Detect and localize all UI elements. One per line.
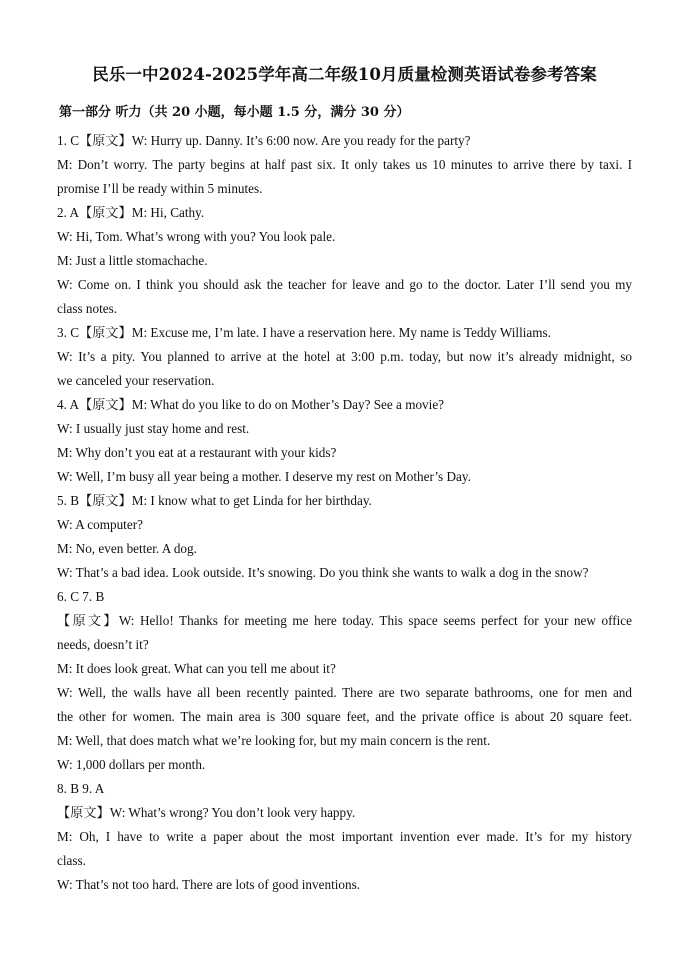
transcript-line: W: Well, I’m busy all year being a mother. I deserve my rest on Mother’s Day.: [57, 469, 471, 484]
transcript-line: class.: [57, 853, 86, 868]
transcript-line: M: Oh, I have to write a paper about the most important invention ever made. It’s for my history: [57, 829, 632, 844]
transcript-line: W: Come on. I think you should ask the teacher for leave and go to the doctor. Later I’ll send you my: [57, 277, 632, 292]
transcript-line: 5. B【原文】M: I know what to get Linda for her birthday.: [57, 493, 372, 508]
transcript-line: W: Hi, Tom. What’s wrong with you? You look pale.: [57, 229, 336, 244]
transcript-line: M: Don’t worry. The party begins at half past six. It only takes us 10 minutes to arrive there by taxi. I: [57, 157, 632, 172]
transcript-line: 6. C 7. B: [57, 589, 105, 604]
transcript-line: M: Just a little stomachache.: [57, 253, 208, 268]
transcript-line: needs, doesn’t it?: [57, 637, 149, 652]
transcript-line: W: That’s not too hard. There are lots of good inventions.: [57, 877, 361, 892]
transcript-line: W: Well, the walls have all been recently painted. There are two separate bathrooms, one for men and: [57, 685, 632, 700]
transcript-line: M: It does look great. What can you tell me about it?: [57, 661, 336, 676]
transcript-line: 1. C【原文】W: Hurry up. Danny. It’s 6:00 now. Are you ready for the party?: [57, 133, 471, 148]
transcript-line: M: Well, that does match what we’re looking for, but my main concern is the rent.: [57, 733, 491, 748]
transcript-line: 4. A【原文】M: What do you like to do on Mother’s Day? See a movie?: [57, 397, 445, 412]
transcript-line: 【原文】W: What’s wrong? You don’t look very happy.: [57, 805, 356, 820]
transcript-line: 8. B 9. A: [57, 781, 105, 796]
transcript-line: W: 1,000 dollars per month.: [57, 757, 206, 772]
transcript-line: W: I usually just stay home and rest.: [57, 421, 250, 436]
transcript-line: 【原文】W: Hello! Thanks for meeting me here today. This space seems perfect for your new office: [57, 613, 632, 628]
transcript-line: we canceled your reservation.: [57, 373, 215, 388]
transcript-line: 2. A【原文】M: Hi, Cathy.: [57, 205, 205, 220]
transcript-line: M: No, even better. A dog.: [57, 541, 197, 556]
document-title: 民乐一中2024-2025学年高二年级10月质量检测英语试卷参考答案: [92, 65, 597, 84]
transcript-body: [57, 129, 632, 897]
transcript-line: class notes.: [57, 301, 118, 316]
transcript-line: W: It’s a pity. You planned to arrive at the hotel at 3:00 p.m. today, but now it’s already midnight, so: [57, 349, 632, 364]
section-heading-listening: 第一部分 听力（共 20 小题，每小题 1.5 分，满分 30 分）: [59, 105, 410, 120]
transcript-line: W: A computer?: [57, 517, 143, 532]
transcript-line: M: Why don’t you eat at a restaurant with your kids?: [57, 445, 337, 460]
transcript-line: 3. C【原文】M: Excuse me, I’m late. I have a reservation here. My name is Teddy Williams.: [57, 325, 551, 340]
transcript-line: W: That’s a bad idea. Look outside. It’s snowing. Do you think she wants to walk a dog in the snow?: [57, 565, 589, 580]
transcript-line: the other for women. The main area is 300 square feet, and the private office is about 20 square feet.: [57, 709, 632, 724]
transcript-line: promise I’ll be ready within 5 minutes.: [57, 181, 263, 196]
